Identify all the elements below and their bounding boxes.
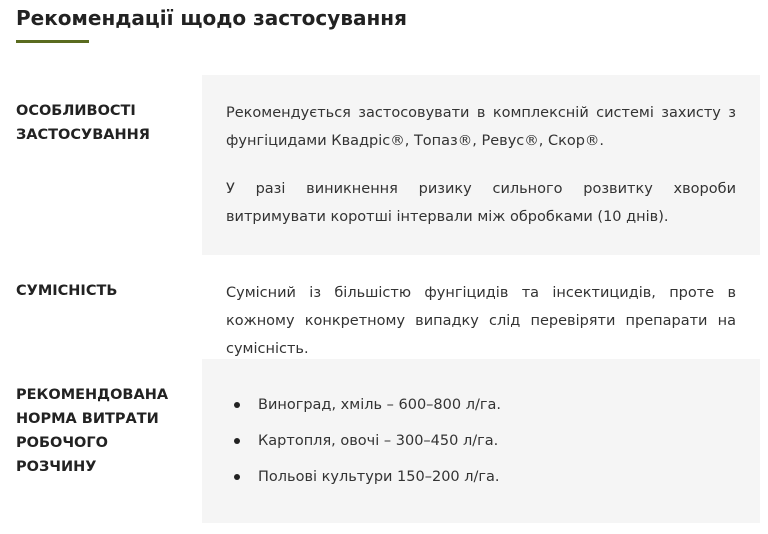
list-item (226, 465, 736, 489)
row-content-solution-rate (202, 359, 760, 523)
row-label-solution-rate: РЕКОМЕНДОВАНА НОРМА ВИТРАТИ РОБОЧОГО РОЗЧИНУ (16, 387, 169, 475)
paragraph-compatibility: Сумісний із більшістю фунгіцидів та інсектицидів, проте в кожному конкретному випадку слід перевіряти препарати на сумісність. (226, 285, 736, 357)
list-item (226, 429, 736, 453)
title-underline (16, 40, 89, 43)
row-content-application-features (202, 75, 760, 255)
row-content-compatibility (202, 255, 760, 359)
section-title: Рекомендації щодо застосування (16, 6, 407, 30)
bullet-icon (234, 474, 240, 480)
row-label-compatibility: СУМІСНІСТЬ (16, 283, 118, 299)
row-compatibility (0, 255, 760, 359)
list-item (226, 393, 736, 417)
rate-list (226, 393, 736, 489)
bullet-icon (234, 438, 240, 444)
list-item-text: Виноград, хміль – 600–800 л/га. (258, 397, 501, 413)
paragraph-intervals: У разі виникнення ризику сильного розвитку хвороби витримувати коротші інтервали між обробками (10 днів). (226, 181, 736, 225)
bullet-icon (234, 402, 240, 408)
list-item-text: Картопля, овочі – 300–450 л/га. (258, 433, 499, 449)
paragraph-recommendation: Рекомендується застосовувати в комплексній системі захисту з фунгіцидами Квадріс®, Топаз®, Ревус®, Скор®. (226, 105, 736, 149)
list-item-text: Польові культури 150–200 л/га. (258, 469, 500, 485)
row-application-features (0, 75, 760, 255)
row-solution-rate (0, 359, 760, 523)
row-label-application-features: ОСОБЛИВОСТІ ЗАСТОСУВАННЯ (16, 103, 150, 143)
